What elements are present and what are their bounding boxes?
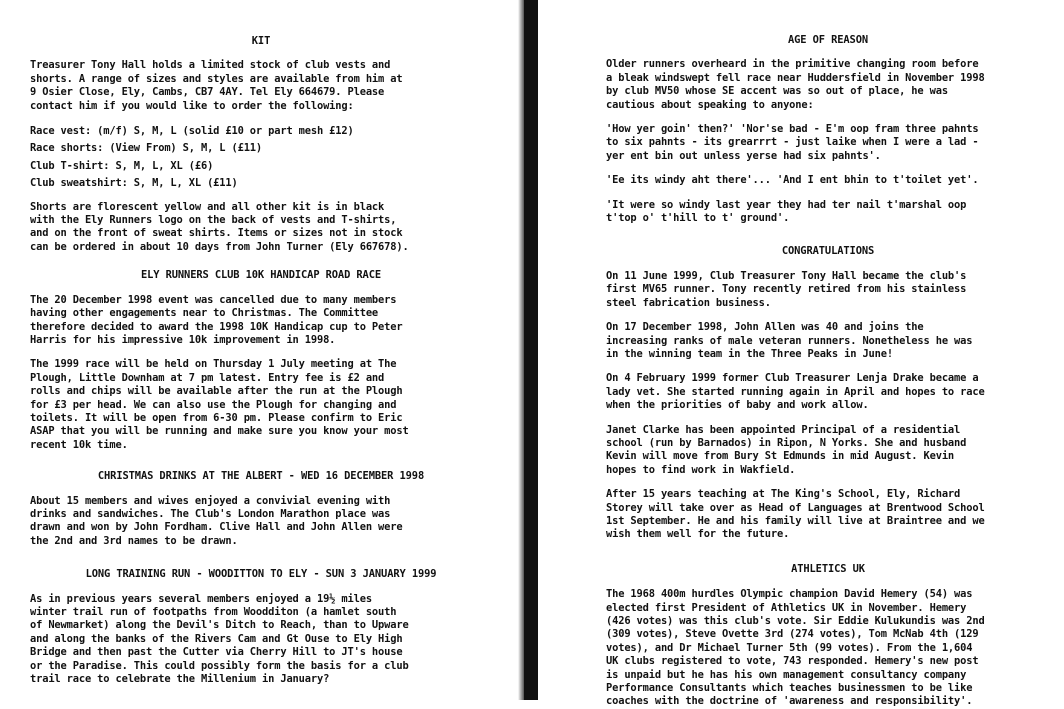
training-para: As in previous years several members enjoyed a 19½ miles winter trail run of footpaths from Woodditon (a hamlet south of Newmarket) along the Devil's Ditch to Reach, than to Upware and along the banks of the Rivers Cam and Gt Ouse to Ely High Bridge and then past the Cutter via Cherry Hill to JT's house or the Paradise. This could possibly form the basis for a club trail race to celebrate the Millenium in January?	[30, 592, 409, 686]
kit-note: Shorts are florescent yellow and all other kit is in black with the Ely Runners logo on the back of vests and T-shirts, and on the front of sweat shirts. Items or sizes not in stock can be ordered in about 10 days from John Turner (Ely 667678).	[30, 200, 409, 253]
reason-quote-1: 'How yer goin' then?' 'Nor'se bad - E'm oop fram three pahnts to six pahnts - its grearrrt - just laike when I were a lad - yer ent bin out unless yerse had six pahnts'.	[606, 123, 979, 162]
reason-intro: Older runners overheard in the primitive changing room before a bleak windswept fell race near Huddersfield in November 1998 by club MV50 whose SE accent was so out of place, he was cautious about speaking to anyone:	[606, 58, 985, 111]
kit-item: Race shorts: (View From) S, M, L (£11)	[30, 142, 263, 155]
congrats-para-1: On 11 June 1999, Club Treasurer Tony Hall became the club's first MV65 runner. Tony recently retired from his stainless steel fabrication business.	[606, 269, 967, 309]
handicap-para-2: The 1999 race will be held on Thursday 1 July meeting at The Plough, Little Downham at 7 pm latest. Entry fee is £2 and rolls and chips will be available after the run at the Plough for £3 per head. We can also use the Plough for changing and toilets. It will be open from 6-30 pm. Please confirm to Eric ASAP that you will be running and make sure you know your most recent 10k time.	[30, 358, 409, 451]
drinks-heading: CHRISTMAS DRINKS AT THE ALBERT - WED 16 DECEMBER 1998	[97, 470, 425, 483]
kit-item: Club T-shirt: S, M, L, XL (£6)	[30, 159, 214, 172]
congrats-para-3: On 4 February 1999 former Club Treasurer Lenja Drake became a lady vet. She started running again in April and hopes to race when the priorities of baby and work allow.	[606, 372, 985, 412]
handicap-heading: ELY RUNNERS CLUB 10K HANDICAP ROAD RACE	[140, 269, 382, 282]
congrats-para-5: After 15 years teaching at The King's School, Ely, Richard Storey will take over as Head of Languages at Brentwood School 1st September. He and his family will live at Braintree and we wish them well for the future.	[606, 488, 985, 541]
drinks-para: About 15 members and wives enjoyed a convivial evening with drinks and sandwiches. The Club's London Marathon place was drawn and won by John Fordham. Clive Hall and John Allen were the 2nd and 3rd names to be drawn.	[30, 494, 403, 547]
reason-heading: AGE OF REASON	[787, 34, 869, 46]
handicap-para-1: The 20 December 1998 event was cancelled due to many members having other engagements near to Christmas. The Committee therefore decided to award the 1998 10K Handicap cup to Peter Harris for his impressive 10k improvement in 1998.	[30, 293, 403, 346]
kit-intro: Treasurer Tony Hall holds a limited stock of club vests and shorts. A range of sizes and styles are available from him at 9 Osier Close, Ely, Cambs, CB7 4AY. Tel Ely 664679. Please contact him if you would like to order the following:	[30, 59, 403, 112]
training-heading: LONG TRAINING RUN - WOODITTON TO ELY - SUN 3 JANUARY 1999	[85, 568, 437, 581]
left-page	[30, 0, 492, 686]
athletics-para: The 1968 400m hurdles Olympic champion David Hemery (54) was elected first President of Athletics UK in November. Hemery (426 votes) was this club's vote. Sir Eddie Kulukundis was 2nd (309 votes), Steve Ovette 3rd (274 votes), Tom McNab 4th (129 votes), and Dr Michael Turner 5th (99 votes). From the 1,604 UK clubs registered to vote, 743 responded. Hemery's new post is unpaid but he has his own management consultancy company Performance Consultants which teaches businessmen to be like coaches with the doctrine of 'awareness and responsibility'.	[606, 588, 985, 708]
reason-quote-2: 'Ee its windy aht there'... 'And I ent bhin to t'toilet yet'.	[606, 174, 979, 187]
reason-quote-3: 'It were so windy last year they had ter nail t'marshal oop t'top o' t'hill to t' ground'.	[606, 198, 967, 225]
right-page	[606, 0, 1050, 708]
congrats-para-4: Janet Clarke has been appointed Principal of a residential school (run by Barnados) in Ripon, N Yorks. She and husband Kevin will move from Bury St Edmunds in mid August. Kevin hopes to find work in Wakfield.	[606, 423, 967, 476]
kit-item: Race vest: (m/f) S, M, L (solid £10 or part mesh £12)	[30, 125, 354, 138]
congrats-para-2: On 17 December 1998, John Allen was 40 and joins the increasing ranks of male veteran runners. Nonetheless he was in the winning team in the Three Peaks in June!	[606, 321, 973, 360]
page-spine	[524, 0, 538, 700]
kit-item: Club sweatshirt: S, M, L, XL (£11)	[30, 177, 238, 190]
congrats-heading: CONGRATULATIONS	[781, 245, 875, 258]
kit-heading: KIT	[251, 35, 271, 47]
athletics-heading: ATHLETICS UK	[791, 562, 865, 575]
